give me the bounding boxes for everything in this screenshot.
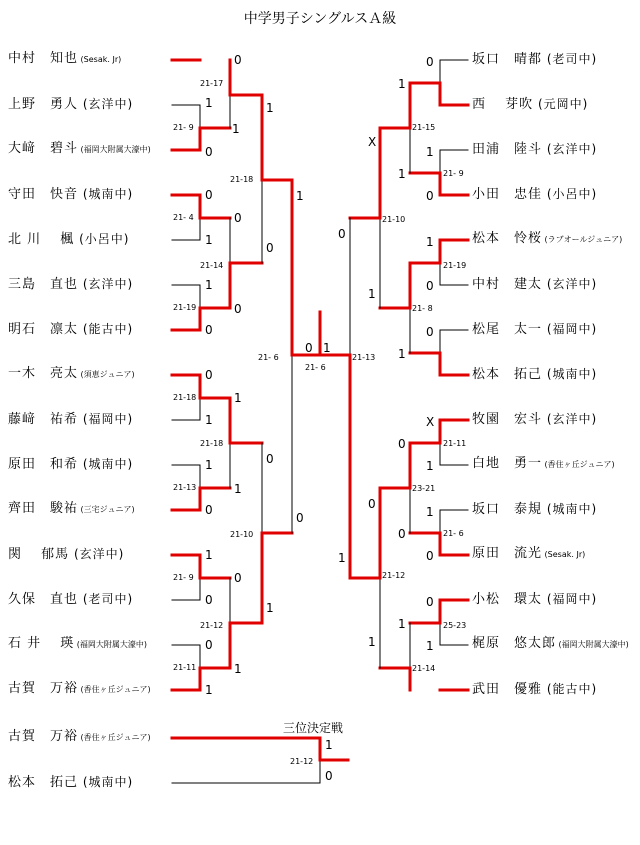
game-score: 21-18 [173,393,197,402]
match-result: 1 [234,482,242,496]
match-result: 1 [205,683,213,697]
game-score: 21-18 [230,175,254,184]
page-title: 中学男子シングルスＡ級 [243,11,397,27]
player-school: (福岡中) [542,592,598,606]
match-result: 0 [426,549,434,563]
third-place-title: 三位決定戦 [283,721,344,735]
player-name: 中村 知也 [8,51,79,66]
game-score: 21-14 [200,261,224,270]
match-result: 0 [368,497,376,511]
match-result: 1 [368,287,376,301]
match-result: 1 [266,601,274,615]
player-school: (老司中) [542,52,598,66]
player-school: (城南中) [542,502,598,516]
player-name: 白地 勇一 [472,456,543,471]
match-result: 0 [234,302,242,316]
player-name: 北 川 楓 [8,232,75,247]
player-name: 古賀 万裕 [8,681,79,696]
player-name: 原田 流光 [472,546,543,561]
match-result: 0 [426,279,434,293]
game-score: 21- 6 [258,353,279,362]
player-school: (Sesak. Jr) [542,550,586,559]
game-score: 21- 4 [173,213,194,222]
match-result: 1 [234,662,242,676]
match-result: 0 [205,188,213,202]
game-score: 21- 9 [443,169,464,178]
player-name: 松本 拓己 [8,775,79,790]
game-score: 23-21 [412,484,436,493]
player-school: (玄洋中) [542,412,598,426]
match-result: 1 [205,458,213,472]
game-score: 21- 9 [173,573,194,582]
match-result: 0 [426,595,434,609]
player-name: 中村 建太 [472,277,543,292]
match-result: 1 [426,145,434,159]
game-score: 25-23 [443,621,467,630]
player-school: (小呂中) [74,232,130,246]
match-result: 0 [426,325,434,339]
player-name: 関 郁馬 [8,547,70,562]
player-school: (元岡中) [533,97,589,111]
player-name: 坂口 晴都 [472,52,543,67]
match-result: 1 [398,77,406,91]
player-school: (玄洋中) [542,142,598,156]
player-school: (香住ヶ丘ジュニア) [542,460,615,469]
match-result: 0 [205,503,213,517]
player-name: 大﨑 碧斗 [8,141,79,156]
match-result: 0 [205,323,213,337]
game-score: 21-12 [290,757,314,766]
match-result: 1 [205,278,213,292]
player-name: 上野 勇人 [8,97,79,112]
match-result: 1 [325,738,333,752]
player-school: (城南中) [78,457,134,471]
player-school: (玄洋中) [542,277,598,291]
match-result: 1 [234,391,242,405]
match-result: 1 [398,347,406,361]
player-school: (福岡大附属大濠中) [556,640,629,649]
match-result: 0 [426,55,434,69]
player-name: 齊田 駿祐 [8,501,79,516]
game-score: 21-13 [173,483,197,492]
player-name: 明石 凛太 [8,322,79,337]
player-name: 小松 環太 [472,592,543,607]
player-name: 田浦 陸斗 [472,142,543,157]
player-school: (玄洋中) [69,547,125,561]
match-result: 0 [338,227,346,241]
game-score: 21-18 [200,439,224,448]
player-school: (Sesak. Jr) [78,55,122,64]
player-school: (城南中) [78,187,134,201]
player-name: 三島 直也 [8,277,79,292]
match-result: 1 [296,189,304,203]
player-school: (玄洋中) [78,97,134,111]
player-school: (玄洋中) [78,277,134,291]
player-name: 小田 忠佳 [472,187,543,202]
match-result: 0 [234,571,242,585]
match-result: 1 [205,233,213,247]
game-score: 21-11 [173,663,197,672]
player-school: (福岡中) [78,412,134,426]
match-result: X [426,415,435,429]
game-score: 21-14 [412,664,436,673]
match-result: 0 [426,189,434,203]
match-result: 0 [325,769,333,783]
player-school: (香住ヶ丘ジュニア) [78,733,151,742]
game-score: 21- 6 [305,363,326,372]
player-name: 藤﨑 祐希 [8,412,79,427]
player-school: (福岡大附属大濠中) [74,640,148,649]
player-name: 坂口 泰規 [472,502,543,517]
game-score: 21-12 [200,621,224,630]
match-result: 0 [205,368,213,382]
match-result: 1 [338,551,346,565]
game-score: 21- 6 [443,529,464,538]
game-score: 21-17 [200,79,224,88]
match-result: 0 [205,145,213,159]
player-school: (能古中) [542,682,598,696]
match-result: 1 [205,96,213,110]
player-name: 梶原 悠太郎 [472,636,557,651]
player-name: 牧園 宏斗 [472,412,543,427]
player-school: (城南中) [78,775,134,789]
game-score: 21-19 [443,261,467,270]
player-name: 一木 亮太 [8,366,79,381]
match-result: 0 [205,593,213,607]
match-result: 0 [205,638,213,652]
game-score: 21-13 [352,353,376,362]
player-name: 松尾 太一 [472,322,543,337]
match-result: 0 [266,452,274,466]
match-result: 0 [234,211,242,225]
game-score: 21-10 [382,215,406,224]
player-school: (福岡大附属大濠中) [78,145,151,154]
player-name: 西 芽吹 [472,97,534,112]
match-result: 1 [232,122,240,136]
player-school: (城南中) [542,367,598,381]
match-result: X [368,135,377,149]
match-result: 0 [234,53,242,67]
player-name: 松本 怜桜 [472,231,543,246]
game-score: 21- 8 [412,304,433,313]
player-school: (三宅ジュニア) [78,505,135,514]
player-name: 守田 快音 [8,187,79,202]
match-result: 1 [205,413,213,427]
match-result: 1 [426,505,434,519]
player-name: 古賀 万裕 [8,729,79,744]
player-school: (ラブオールジュニア) [542,235,623,244]
match-result: 1 [266,101,274,115]
player-school: (須恵ジュニア) [78,370,135,379]
player-name: 松本 拓己 [472,367,543,382]
player-name: 石 井 瑛 [8,636,75,651]
match-result: 1 [426,639,434,653]
match-result: 0 [296,511,304,525]
game-score: 21- 9 [173,123,194,132]
player-school: (老司中) [78,592,134,606]
match-result: 1 [398,617,406,631]
match-result: 0 [398,437,406,451]
match-result: 1 [426,459,434,473]
match-result: 0 [305,341,313,355]
player-school: (香住ヶ丘ジュニア) [78,685,151,694]
player-school: (小呂中) [542,187,598,201]
match-result: 1 [368,635,376,649]
game-score: 21-12 [382,571,406,580]
player-school: (能古中) [78,322,134,336]
player-name: 久保 直也 [8,592,79,607]
player-school: (福岡中) [542,322,598,336]
match-result: 1 [398,167,406,181]
match-result: 1 [426,235,434,249]
match-result: 0 [398,527,406,541]
player-name: 原田 和希 [8,457,79,472]
game-score: 21-15 [412,123,436,132]
game-score: 21-19 [173,303,197,312]
player-name: 武田 優雅 [472,682,543,697]
game-score: 21-11 [443,439,467,448]
match-result: 0 [266,241,274,255]
game-score: 21-10 [230,530,254,539]
match-result: 1 [323,341,331,355]
match-result: 1 [205,548,213,562]
